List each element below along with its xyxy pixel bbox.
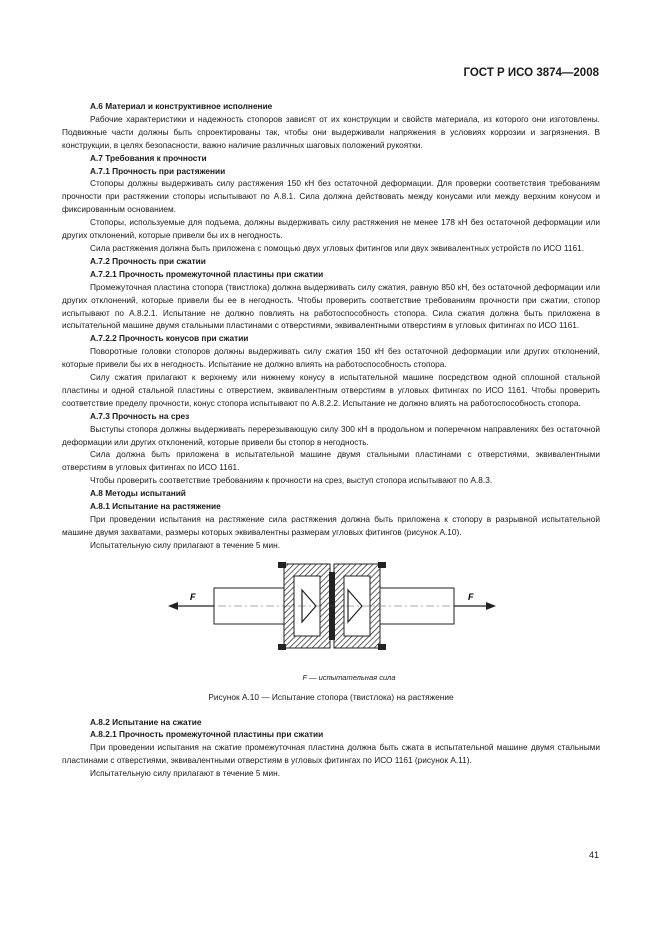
figure-caption: Рисунок А.10 — Испытание стопора (твистлока) на растяжение bbox=[208, 691, 454, 702]
document-body bbox=[62, 100, 600, 780]
section-compression-tests bbox=[62, 716, 600, 781]
section-requirements bbox=[62, 100, 600, 552]
paragraph: Выступы стопора должны выдерживать перерезывающую силу 300 кН в продольном и поперечном направлениях без остаточной деформации или других отклонений, которые привели бы стопор в негодность. bbox=[62, 423, 600, 447]
right-arrowhead bbox=[486, 602, 496, 610]
section-heading: А.8.1 Испытание на растяжение bbox=[90, 501, 221, 512]
paragraph: При проведении испытания на сжатие промежуточная пластина должна быть сжата в испытательной машине двумя стальными пластинами с отверстиями, эквивалентными отверстиям в угловых фитингах по ИСО 1161 (рисунок А.11). bbox=[62, 742, 600, 766]
section-heading: А.7.1 Прочность при растяжении bbox=[90, 165, 226, 176]
section-heading: А.8 Методы испытаний bbox=[90, 488, 186, 499]
paragraph: Промежуточная пластина стопора (твистлока) должна выдерживать силу сжатия, равную 850 кН, без остаточной деформации или других отклонений, которые привели бы ее в негодность. Чтобы проверить соответствие требованиям прочности при сжатии, стопор испытывают по А.8.2.1. Испытание не должно повлиять на работоспособность стопора. Сила сжатия должна быть приложена в испытательной машине двумя стальными пластинами с отверстиями, эквивалентными отверстиям в угловых фитингах по ИСО 1161. bbox=[62, 281, 600, 331]
paragraph: Сила растяжения должна быть приложена с помощью двух угловых фитингов или двух эквивалентных устройств по ИСО 1161. bbox=[90, 242, 585, 253]
section-heading: А.7.3 Прочность на срез bbox=[90, 410, 190, 421]
paragraph: Испытательную силу прилагают в течение 5 мин. bbox=[90, 768, 281, 779]
paragraph: Поворотные головки стопоров должны выдерживать силу сжатия 150 кН без остаточной деформации или других отклонений, которые привели бы их в негодность. Испытание не должно влиять на работоспособность стопора. bbox=[62, 346, 600, 370]
section-heading: А.7.2.1 Прочность промежуточной пластины при сжатии bbox=[90, 268, 324, 279]
paragraph: Чтобы проверить соответствие требованиям к прочности на срез, выступ стопора испытывают по А.8.3. bbox=[90, 475, 493, 486]
paragraph: Сила должна быть приложена в испытательной машине двумя стальными пластинами с отверстиями, эквивалентными отверстиям в угловых фитингах по ИСО 1161. bbox=[62, 449, 600, 473]
paragraph: Стопоры, используемые для подъема, должны выдерживать силу растяжения не менее 178 кН без остаточной деформации или других отклонений, которые привели бы их в негодность. bbox=[62, 217, 600, 241]
section-heading: А.7.2.2 Прочность конусов при сжатии bbox=[90, 333, 249, 344]
left-arrowhead bbox=[168, 602, 178, 610]
paragraph: Силу сжатия прилагают к верхнему или нижнему конусу в испытательной машине посредством одной сплошной стальной пластины и одной стальной пластины с отверстием, эквивалентным отверстиям в угловых фитингах по ИСО 1161. Чтобы проверить соответствие пределу прочности, конус стопора испытывают по А.8.2.2. Испытание не должно влиять на работоспособность стопора. bbox=[62, 372, 600, 408]
paragraph: Стопоры должны выдерживать силу растяжения 150 кН без остаточной деформации. Для проверки соответствия требованиям прочности при растяжении стопоры испытывают по А.8.1. Сила должна действовать между конусами или между верхним конусом и фиксированным основанием. bbox=[62, 178, 600, 215]
right-force-label: F bbox=[468, 591, 474, 602]
section-heading: А.7.2 Прочность при сжатии bbox=[90, 255, 206, 266]
twistlock-tension-diagram bbox=[62, 558, 600, 670]
figure-legend: F — испытательная сила bbox=[302, 672, 396, 682]
section-heading: А.6 Материал и конструктивное исполнение bbox=[90, 101, 273, 111]
section-heading: А.8.2 Испытание на сжатие bbox=[90, 716, 202, 727]
paragraph: Рабочие характеристики и надежность стопоров зависят от их конструкции и свойств материала, из которого они изготовлены. Подвижные части должны быть спроектированы так, чтобы они выдерживали напряжения в условиях коррозии и загрязнения. В конструкции, в целях безопасности, важно наличие различных шаговых положений рукоятки. bbox=[62, 113, 600, 150]
section-heading: А.8.2.1 Прочность промежуточной пластины при сжатии bbox=[90, 729, 324, 740]
document-header: ГОСТ Р ИСО 3874—2008 bbox=[463, 67, 599, 79]
figure-a10 bbox=[62, 558, 600, 670]
left-force-label: F bbox=[190, 591, 196, 602]
paragraph: Испытательную силу прилагают в течение 5 мин. bbox=[90, 539, 281, 550]
paragraph: При проведении испытания на растяжение сила растяжения должна быть приложена к стопору в разрывной испытательной машине двумя захватами, размеры которых эквивалентны размерам угловых фитингов (рисунок А.10). bbox=[62, 514, 600, 537]
section-heading: А.7 Требования к прочности bbox=[90, 152, 207, 163]
page-number: 41 bbox=[588, 850, 599, 860]
